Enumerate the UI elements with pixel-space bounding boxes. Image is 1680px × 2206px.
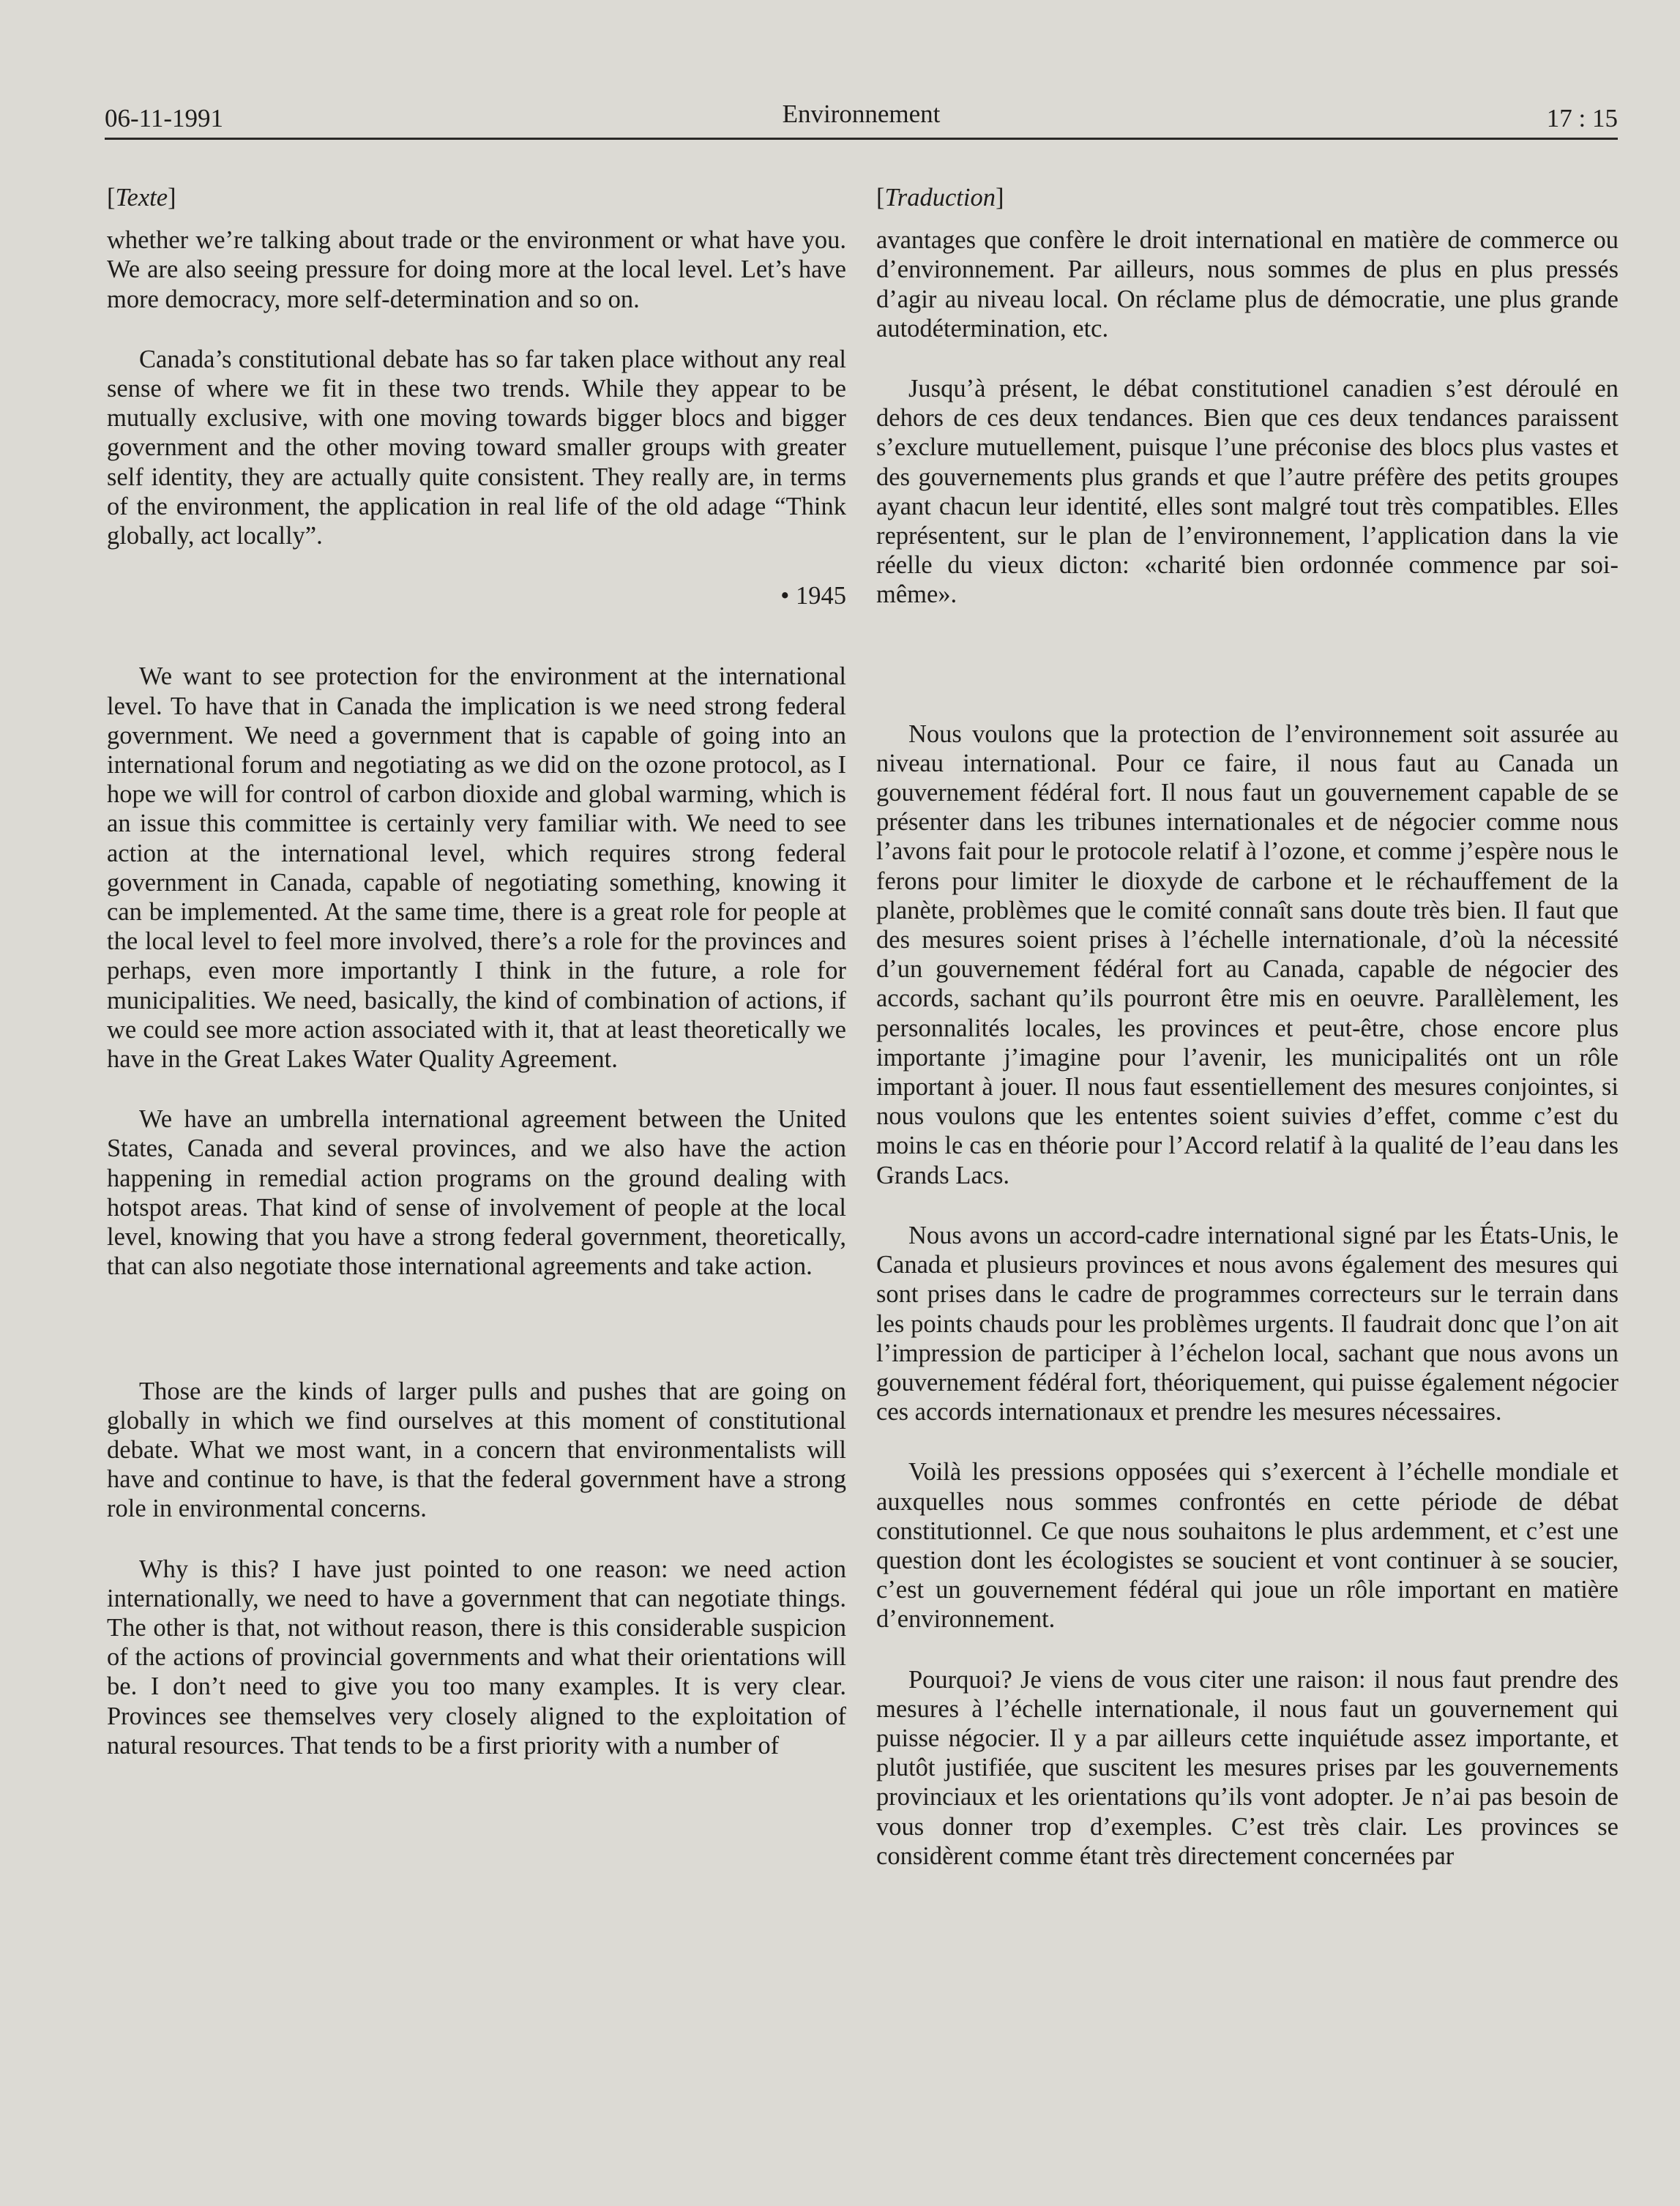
paragraph: avantages que confère le droit international en matière de commerce ou d’environnement. Par ailleurs, nous sommes de plus en plus pressés d’agir au niveau local. On réclame plus de démocratie, une plus grande autodétermination, etc. [876,226,1619,343]
left-column-english [107,183,846,1791]
paragraph: Nous avons un accord-cadre international signé par les États-Unis, le Canada et plusieurs provinces et nous avons également des mesures qui sont prises dans le cadre de programmes correcteurs sur le terrain dans les points chauds pour les problèmes urgents. Il faudrait donc que l’on ait l’impression de participer à l’échelon local, sachant que nous avons un gouvernement fédéral fort, théoriquement, qui puisse également négocier ces accords internationaux et prendre les mesures nécessaires. [876,1221,1619,1427]
page-header [105,86,1618,140]
paragraph: Canada’s constitutional debate has so far taken place without any real sense of where we fit in these two trends. While they appear to be mutually exclusive, with one moving towards bigger blocs and bigger government and the other moving toward smaller groups with greater self identity, they are actually quite consistent. They really are, in terms of the environment, the application in real life of the old adage “Think globally, act locally”. [107,345,846,550]
right-column-french [876,183,1619,1902]
paragraph: We have an umbrella international agreement between the United States, Canada and several provinces, and we also have the action happening in remedial action programs on the ground dealing with hotspot areas. That kind of sense of involvement of people at the local level, knowing that you have a strong federal government, theoretically, that can also negotiate those international agreements and take action. [107,1105,846,1281]
paragraph: Nous voulons que la protection de l’environnement soit assurée au niveau international. Pour ce faire, il nous faut au Canada un gouvernement fédéral fort. Il nous faut un gouvernement capable de se présenter dans les tribunes internationales et de négocier comme nous l’avons fait pour le protocole relatif à l’ozone, et comme j’espère nous le ferons pour limiter le dioxyde de carbone et le réchauffement de la planète, problèmes que le comité connaît sans doute très bien. Il faut que des mesures soient prises à l’échelle internationale, d’où la nécessité d’un gouvernement fédéral fort au Canada, capable de négocier des accords, sachant qu’ils pourront être mis en oeuvre. Parallèlement, les personnalités locales, les provinces et peut-être, chose encore plus importante j’imagine pour l’avenir, les municipalités ont un rôle important à jouer. Il nous faut essentiellement des mesures conjointes, si nous voulons que les ententes soient suivies d’effet, comme c’est du moins le cas en théorie pour l’Accord relatif à la qualité de l’eau dans les Grands Lacs. [876,719,1619,1189]
paragraph: Jusqu’à présent, le débat constitutionel canadien s’est déroulé en dehors de ces deux tendances. Bien que ces deux tendances paraissent s’exclure mutuellement, puisque l’une préconise des blocs plus vastes et des gouvernements plus grands et que l’autre préfère des petits groupes ayant chacun leur identité, elles sont malgré tout très compatibles. Elles représentent, sur le plan de l’environnement, l’application dans la vie réelle du vieux dicton: «charité bien ordonnée commence par soi-même». [876,375,1619,609]
section-label-french: [Traduction] [876,184,1004,212]
header-title: Environnement [782,100,941,128]
section-label-english: [Texte] [107,184,176,212]
paragraph: Those are the kinds of larger pulls and pushes that are going on globally in which we find ourselves at this moment of constitutional debate. What we most want, in a concern that environmentalists will have and continue to have, is that the federal government have a strong role in environmental concerns. [107,1377,846,1523]
timestamp: • 1945 [780,582,846,610]
paragraph: whether we’re talking about trade or the environment or what have you. We are also seeing pressure for doing more at the local level. Let’s have more democracy, more self-determination and so on. [107,226,846,313]
paragraph: Voilà les pressions opposées qui s’exercent à l’échelle mondiale et auxquelles nous sommes confrontés en cette période de débat constitutionnel. Ce que nous souhaitons le plus ardemment, et c’est une question dont les écologistes se soucient et vont continuer à se soucier, c’est un gouvernement fédéral qui joue un rôle important en matière d’environnement. [876,1458,1619,1634]
spacer [876,640,1619,719]
paragraph: We want to see protection for the environment at the international level. To have that in Canada the implication is we need strong federal government. We need a government that is capable of going into an international forum and negotiating as we did on the ozone protocol, as I hope we will for control of carbon dioxide and global warming, which is an issue this committee is certainly very familiar with. We need to see action at the international level, which requires strong federal government in Canada, capable of negotiating something, knowing it can be implemented. At the same time, there is a great role for people at the local level to feel more involved, there’s a role for the provinces and perhaps, even more importantly I think in the future, a role for municipalities. We need, basically, the kind of combination of actions, if we could see more action associated with it, that at least theoretically we have in the Great Lakes Water Quality Agreement. [107,662,846,1074]
header-page-number: 17 : 15 [1546,104,1618,132]
paragraph: Pourquoi? Je viens de vous citer une raison: il nous faut prendre des mesures à l’échelle internationale, il nous faut un gouvernement qui puisse négocier. Il y a par ailleurs cette inquiétude assez importante, et plutôt justifiée, que suscitent les mesures prises par les gouvernements provinciaux et les orientations qu’ils vont adopter. Je n’ai pas besoin de vous donner trop d’exemples. C’est très clair. Les provinces se considèrent comme étant très directement concernées par [876,1665,1619,1870]
header-date: 06-11-1991 [105,104,224,132]
paragraph: Why is this? I have just pointed to one reason: we need action internationally, we need to have a government that can negotiate things. The other is that, not without reason, there is this considerable suspicion of the actions of provincial governments and what their orientations will be. I don’t need to give you too many examples. It is very clear. Provinces see themselves very closely aligned to the exploitation of natural resources. That tends to be a first priority with a number of [107,1555,846,1760]
